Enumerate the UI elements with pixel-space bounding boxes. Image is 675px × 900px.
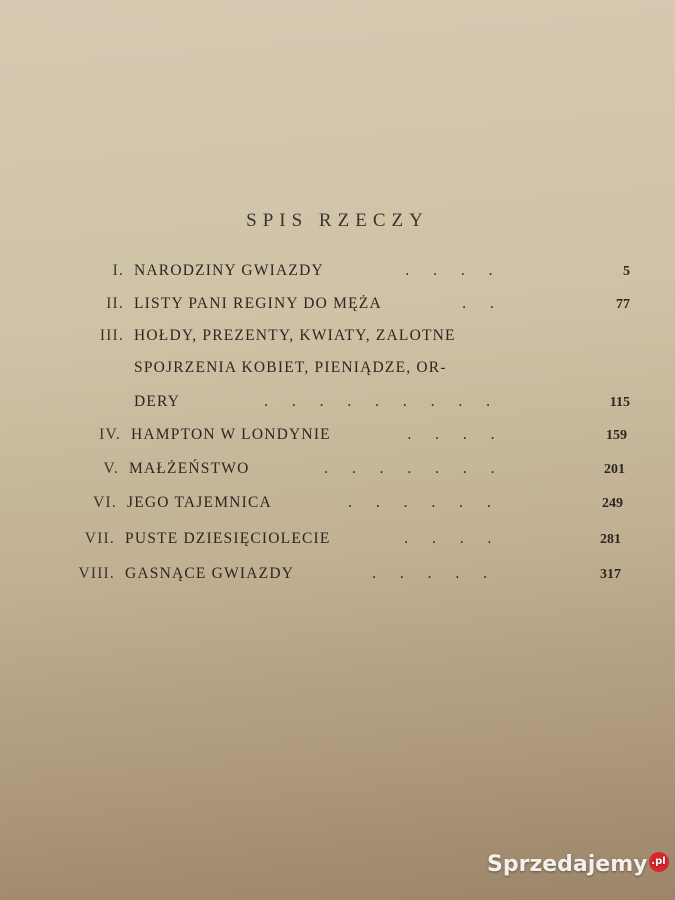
toc-entry-continued [60, 359, 630, 389]
chapter-title: HOŁDY, PREZENTY, KWIATY, ZALOTNE [134, 327, 456, 344]
page-number: 201 [604, 462, 625, 477]
chapter-title: NARODZINY GWIAZDY [134, 262, 324, 279]
leader-dots: . . . . . [372, 565, 497, 582]
toc-entry [57, 426, 627, 456]
page-number: 159 [606, 428, 627, 443]
chapter-title: GASNĄCE GWIAZDY [125, 565, 295, 582]
watermark-tld: .pl [649, 852, 669, 872]
leader-dots: . . . . [407, 426, 505, 443]
chapter-number: III. [99, 327, 124, 344]
chapter-title-line: SPOJRZENIA KOBIET, PIENIĄDZE, OR- [134, 359, 447, 376]
leader-dots: . . . . [404, 530, 502, 547]
chapter-number: V. [103, 460, 119, 477]
chapter-number: I. [112, 262, 124, 279]
leader-dots: . . [462, 295, 504, 312]
leader-dots: . . . . . . . [324, 460, 505, 477]
chapter-title: HAMPTON W LONDYNIE [131, 426, 331, 443]
page-number: 5 [623, 264, 630, 279]
toc-entry-continued [60, 393, 630, 423]
toc-entry [55, 460, 625, 490]
leader-dots: . . . . [405, 262, 503, 279]
leader-dots: . . . . . . [348, 494, 501, 511]
page-number: 115 [609, 395, 630, 410]
chapter-title: LISTY PANI REGINY DO MĘŻA [134, 295, 382, 312]
toc-entry [51, 530, 621, 560]
watermark-name: Sprzedajemy [487, 852, 648, 877]
page-number: 317 [600, 567, 621, 582]
toc-entry [60, 295, 630, 325]
toc-entry [51, 565, 621, 595]
chapter-number: VI. [93, 494, 117, 511]
watermark-logo [487, 852, 669, 877]
page-number: 77 [616, 297, 630, 312]
page-number: 249 [602, 496, 623, 511]
chapter-title: PUSTE DZIESIĘCIOLECIE [125, 530, 331, 547]
chapter-number: VII. [84, 530, 115, 547]
chapter-title: MAŁŻEŃSTWO [129, 460, 250, 477]
chapter-number: IV. [99, 426, 121, 443]
toc-entry [60, 327, 630, 357]
toc-entry [60, 262, 630, 292]
page-number: 281 [600, 532, 621, 547]
chapter-number: II. [106, 295, 124, 312]
toc-title: SPIS RZECZY [246, 210, 429, 231]
chapter-number: VIII. [78, 565, 115, 582]
leader-dots: . . . . . . . . . [264, 393, 500, 410]
toc-entry [53, 494, 623, 524]
chapter-title-line: DERY [134, 393, 181, 410]
chapter-title: JEGO TAJEMNICA [127, 494, 272, 511]
